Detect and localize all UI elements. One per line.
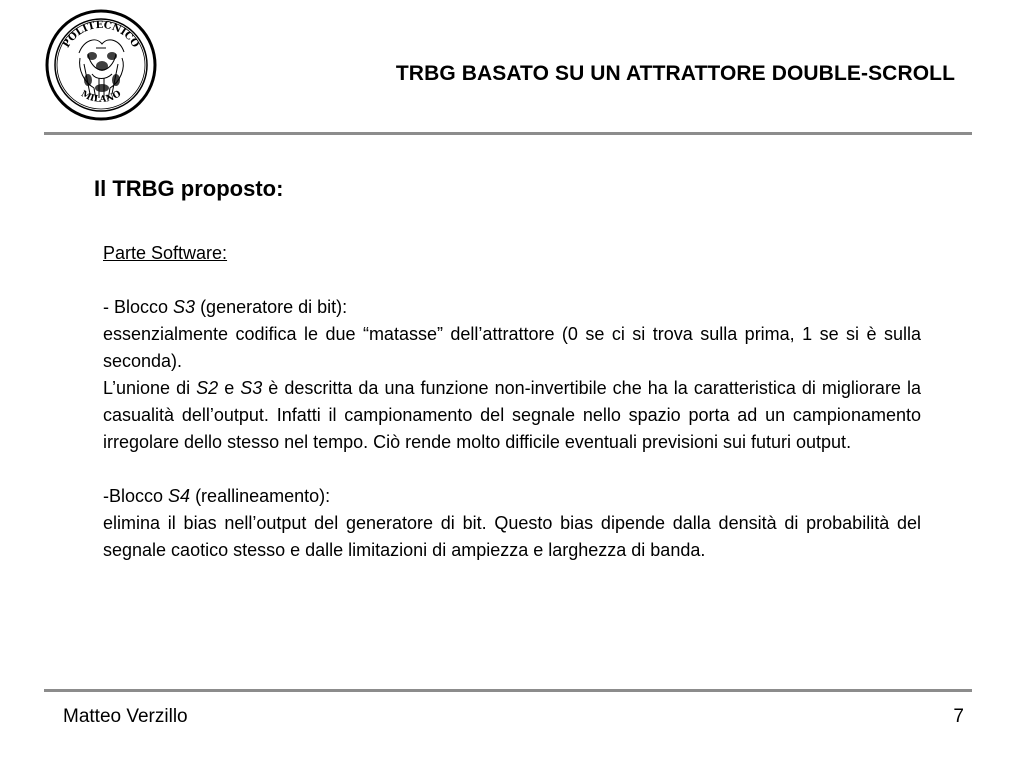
block1-name: S3	[173, 297, 196, 317]
union-s2: S2	[196, 378, 219, 398]
section-title: Il TRBG proposto:	[94, 176, 284, 201]
block2-description: elimina il bias nell’output del generatore di bit. Questo bias dipende dalla densità di probabilità del segnale caotico stesso e dalle limitazioni di ampiezza e larghezza di banda.	[103, 513, 921, 560]
block1-description: essenzialmente codifica le due “matasse” dell’attrattore (0 se ci si trova sulla prima, 1 se si è sulla seconda).	[103, 324, 921, 371]
footer-divider	[44, 689, 972, 692]
block2-name: S4	[168, 486, 191, 506]
logo-text-top: POLITECNICO	[61, 19, 141, 50]
footer-author: Matteo Verzillo	[63, 706, 188, 727]
header-divider	[44, 132, 972, 135]
union-paragraph: L’unione di S2 e S3 è descritta da una funzione non-invertibile che ha la caratteristica di migliorare la casualità dell’output. Infatti il campionamento del segnale nello spazio porta ad un campionamento irregolare dello stesso nel tempo. Ciò rende molto difficile eventuali previsioni sui futuri output.	[103, 378, 921, 452]
block2-heading: -Blocco S4 (reallineamento):	[103, 486, 331, 506]
subheading: Parte Software:	[103, 243, 228, 263]
slide-header-title: TRBG BASATO SU UN ATTRATTORE DOUBLE-SCROLL	[395, 62, 955, 85]
block1-heading: - Blocco S3 (generatore di bit):	[103, 297, 348, 317]
page-number: 7	[953, 706, 964, 727]
union-s3: S3	[240, 378, 263, 398]
logo-text-bottom: MILANO	[79, 89, 123, 105]
slide-body	[103, 240, 921, 564]
